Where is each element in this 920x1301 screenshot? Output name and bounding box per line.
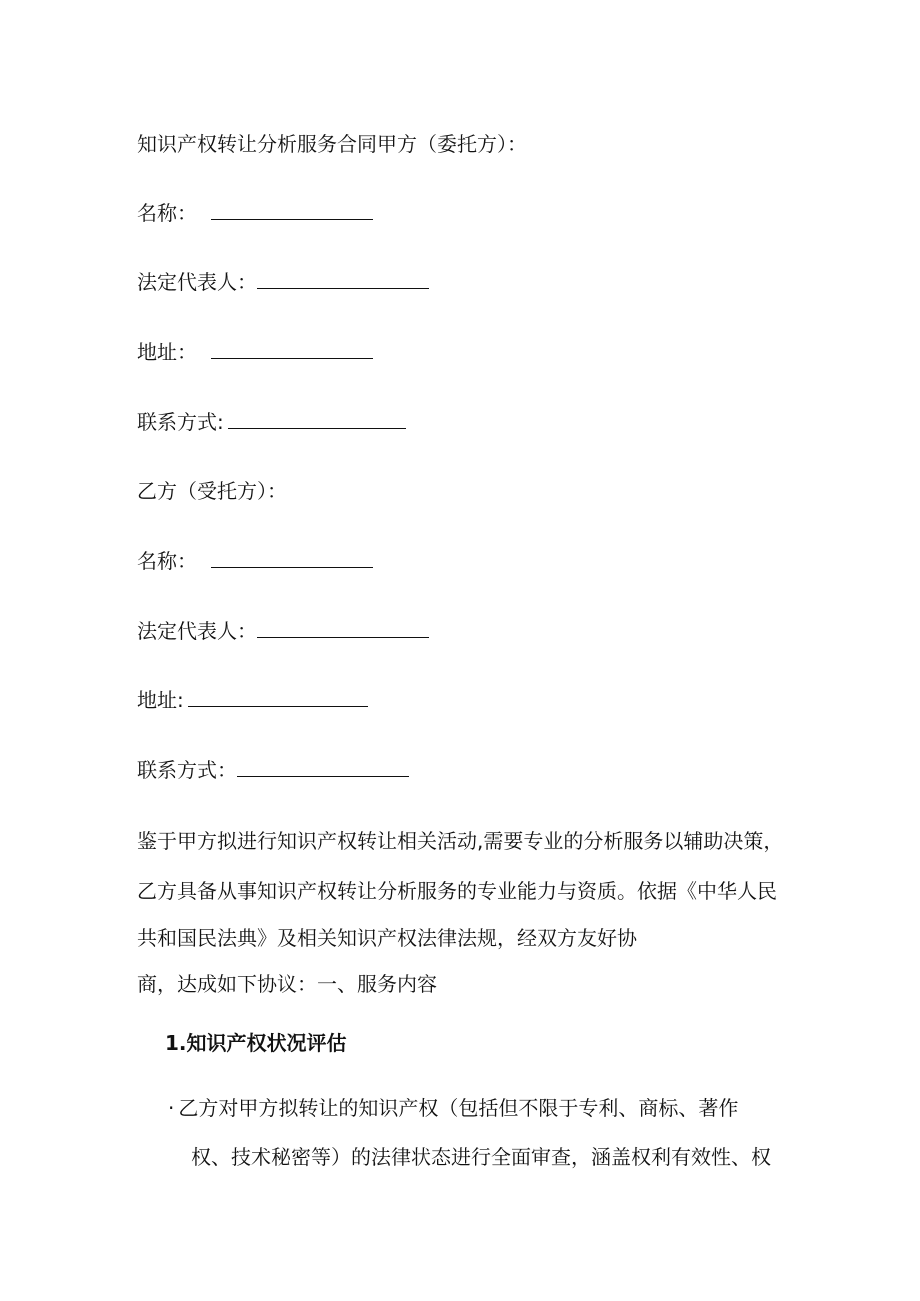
party-a-name-row	[137, 199, 373, 227]
preamble-line-3: 共和国民法典》及相关知识产权法律法规，经双方友好协	[137, 926, 637, 950]
party-a-name-blank[interactable]	[211, 199, 373, 220]
contract-title: 知识产权转让分析服务合同甲方（委托方）：	[137, 132, 527, 156]
party-b-name-blank[interactable]	[211, 547, 373, 568]
party-a-rep-blank[interactable]	[257, 268, 429, 289]
party-b-contact-blank[interactable]	[237, 756, 409, 777]
party-a-name-label: 名称：	[137, 201, 197, 225]
section-1-heading: 1.知识产权状况评估	[165, 1031, 347, 1055]
party-b-contact-label: 联系方式：	[137, 758, 237, 782]
party-b-addr-blank[interactable]	[188, 686, 368, 707]
section-1-bullet-line-1	[168, 1094, 738, 1122]
party-b-rep-row	[137, 617, 429, 645]
party-a-contact-blank[interactable]	[228, 408, 406, 429]
party-b-name-row	[137, 547, 373, 575]
party-b-contact-row	[137, 756, 409, 784]
party-b-name-label: 名称：	[137, 549, 197, 573]
preamble-line-2: 乙方具备从事知识产权转让分析服务的专业能力与资质。依据《中华人民	[137, 879, 777, 903]
party-a-addr-blank[interactable]	[211, 338, 373, 359]
party-b-rep-blank[interactable]	[257, 617, 429, 638]
party-a-addr-row	[137, 338, 373, 366]
preamble-line-4: 商，达成如下协议：一、服务内容	[137, 972, 437, 996]
bullet-text-1: 乙方对甲方拟转让的知识产权（包括但不限于专利、商标、著作	[178, 1096, 739, 1120]
preamble-line-1: 鉴于甲方拟进行知识产权转让相关活动,需要专业的分析服务以辅助决策，	[137, 829, 784, 853]
party-a-rep-row	[137, 268, 429, 296]
section-1-bullet-line-2: 权、技术秘密等）的法律状态进行全面审查，涵盖权利有效性、权	[191, 1145, 771, 1169]
party-a-contact-row	[137, 408, 406, 436]
bullet-mark: ·	[168, 1096, 175, 1120]
party-a-addr-label: 地址：	[137, 340, 197, 364]
party-a-rep-label: 法定代表人：	[137, 270, 257, 294]
party-b-addr-row	[137, 686, 368, 714]
party-b-title: 乙方（受托方）：	[137, 479, 287, 503]
party-a-contact-label: 联系方式:	[137, 410, 224, 434]
party-b-addr-label: 地址:	[137, 688, 184, 712]
party-b-rep-label: 法定代表人：	[137, 619, 257, 643]
